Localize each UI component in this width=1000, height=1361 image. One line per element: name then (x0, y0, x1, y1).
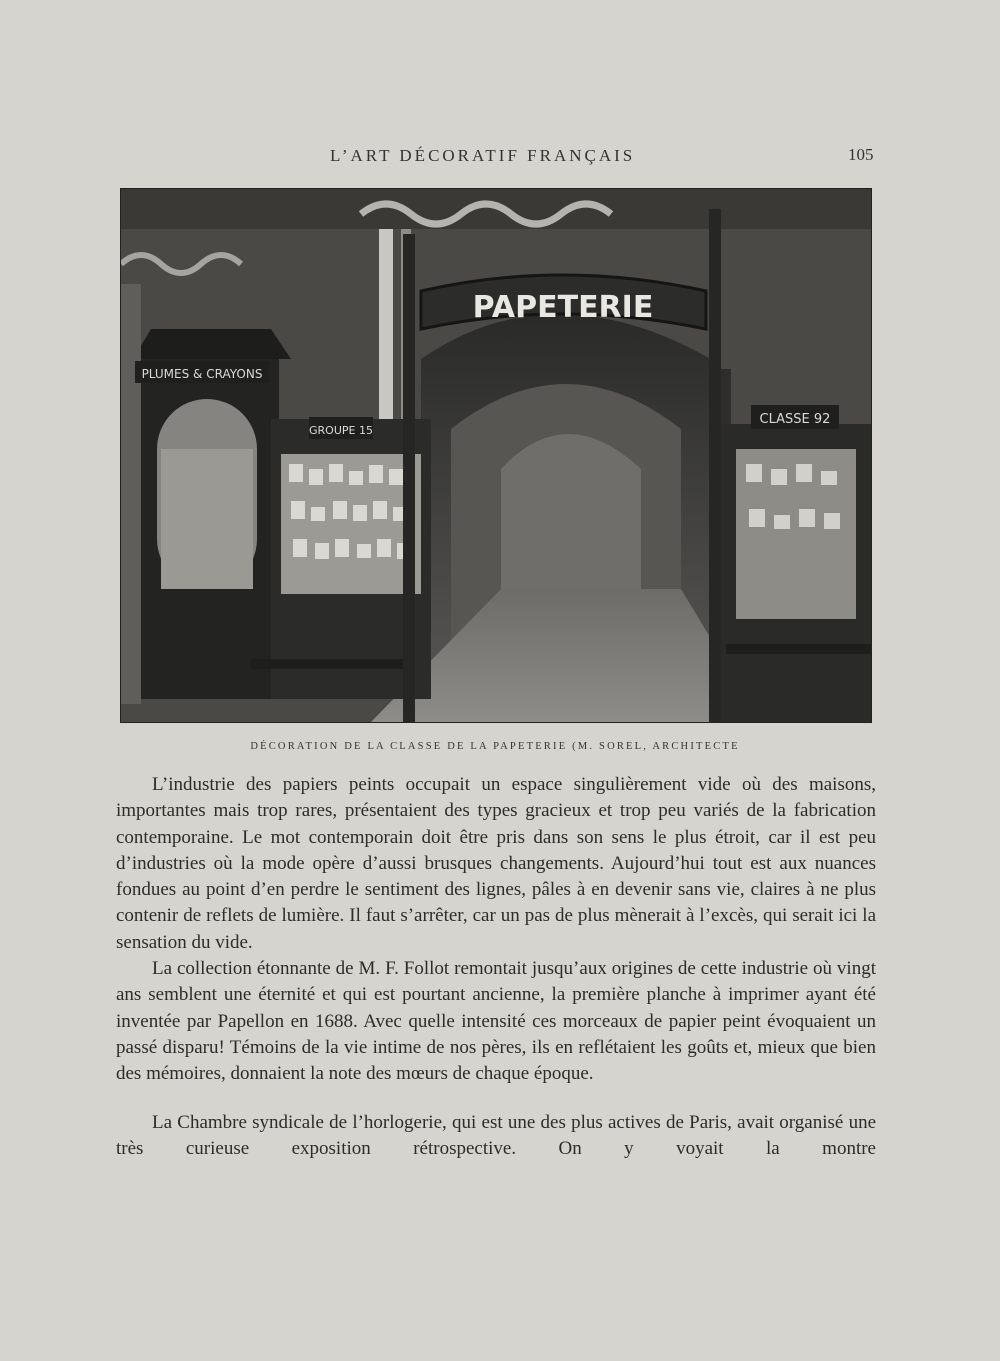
paragraph-1: L’industrie des papiers peints occupait un espace singulièrement vide où des maisons, importantes mais trop rares, présentaient des types gracieux et trop peu variés de la fabrication contemporaine. Le mot contemporain doit être pris dans son sens le plus étroit, car il est peu d’industries où la mode opère d’aussi brusques changements. Aujourd’hui tout est aux nuances fondues au point d’en perdre le sentiment des lignes, pâles à en devenir sans vie, claires à ne plus contenir de reflets de lumière. Il faut s’arrêter, car un pas de plus mènerait à l’excès, qui serait ici la sensation du vide. (116, 774, 876, 953)
paragraph-2: La collection étonnante de M. F. Follot remontait jusqu’aux origines de cette industrie où vingt ans semblent une éternité et qui est pourtant ancienne, la première planche à imprimer ayant été inventée par Papellon en 1688. Avec quelle intensité ces morceaux de papier peint évoquaient un passé disparu! Témoins de la vie intime de nos pères, ils en reflétaient les goûts et, mieux que bien des mémoires, donnaient la note des mœurs de chaque époque. (116, 958, 876, 1085)
exhibition-hall-photo (121, 189, 871, 722)
running-title: L’ART DÉCORATIF FRANÇAIS (330, 146, 636, 165)
page-number: 105 (848, 145, 874, 164)
paragraph-3: La Chambre syndicale de l’horlogerie, qui est une des plus actives de Paris, avait organisé une très curieuse exposition rétrospective. On y voyait la montre (116, 1111, 876, 1159)
sign-groupe: GROUPE 15 (309, 424, 373, 437)
plate-caption: DÉCORATION DE LA CLASSE DE LA PAPETERIE (M. SOREL, ARCHITECTE (250, 741, 740, 752)
sign-plumes-crayons: PLUMES & CRAYONS (141, 367, 263, 381)
body-text (116, 772, 876, 1162)
sign-classe: CLASSE 92 (759, 412, 831, 427)
photograph-plate (120, 188, 872, 723)
sign-papeterie: PAPETERIE (472, 290, 654, 325)
